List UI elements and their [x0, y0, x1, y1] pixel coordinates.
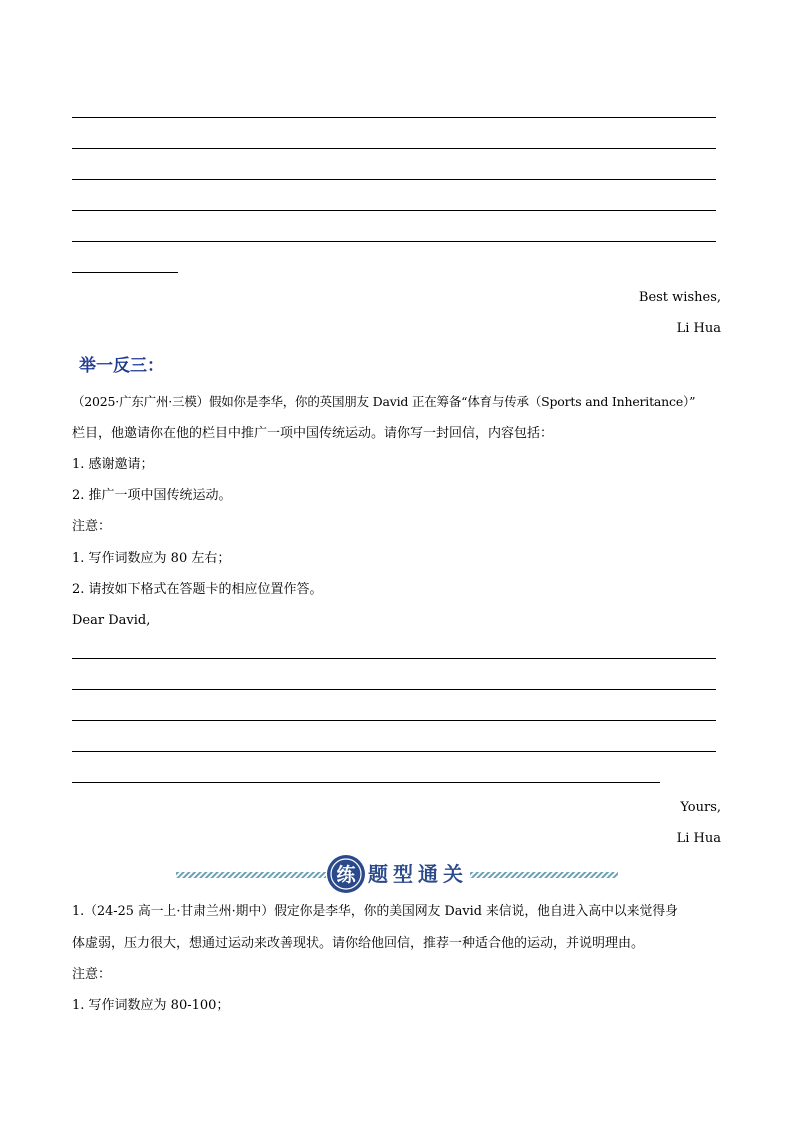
note-label: 注意：: [72, 519, 112, 534]
answer-line: [72, 658, 716, 659]
question-text-line: 1.（24-25 高一上·甘肃兰州·期中）假定你是李华，你的美国网友 David 来信说，他自进入高中以来觉得身: [72, 904, 678, 919]
badge-char: 练: [336, 864, 356, 886]
letter-closing: Best wishes,: [638, 290, 721, 305]
content-item: 2. 推广一项中国传统运动。: [72, 488, 232, 503]
answer-line: [72, 117, 716, 118]
answer-line-short: [72, 272, 178, 273]
note-item: 1. 写作词数应为 80 左右；: [72, 551, 231, 566]
question-text-line: 体虚弱，压力很大，想通过运动来改善现状。请你给他回信，推荐一种适合他的运动，并说明理由。: [72, 936, 645, 951]
banner-stripe-left: [176, 872, 326, 878]
banner-stripe-right: [470, 872, 618, 878]
content-item: 1. 感谢邀请；: [72, 457, 154, 472]
banner-title: 题型通关: [368, 862, 468, 886]
answer-line: [72, 782, 660, 783]
answer-line: [72, 751, 716, 752]
section-heading: 举一反三：: [79, 356, 164, 376]
task-text-line: 栏目，他邀请你在他的栏目中推广一项中国传统运动。请你写一封回信，内容包括：: [72, 426, 554, 441]
answer-line: [72, 210, 716, 211]
salutation: Dear David,: [72, 613, 151, 628]
task-text-line: （2025·广东广州·三模）假如你是李华，你的英国朋友 David 正在筹备“体育与传承（Sports and Inheritance）”: [72, 394, 696, 409]
answer-line: [72, 689, 716, 690]
answer-line: [72, 148, 716, 149]
answer-line: [72, 241, 716, 242]
note-item: 2. 请按如下格式在答题卡的相应位置作答。: [72, 582, 323, 597]
section-banner: [174, 852, 620, 896]
note-item: 1. 写作词数应为 80-100；: [72, 998, 230, 1013]
answer-line: [72, 179, 716, 180]
letter-signature: Li Hua: [676, 831, 721, 846]
letter-closing: Yours,: [680, 800, 721, 815]
letter-signature: Li Hua: [676, 321, 721, 336]
practice-badge-icon: [327, 855, 365, 893]
answer-line: [72, 720, 716, 721]
note-label: 注意：: [72, 967, 112, 982]
